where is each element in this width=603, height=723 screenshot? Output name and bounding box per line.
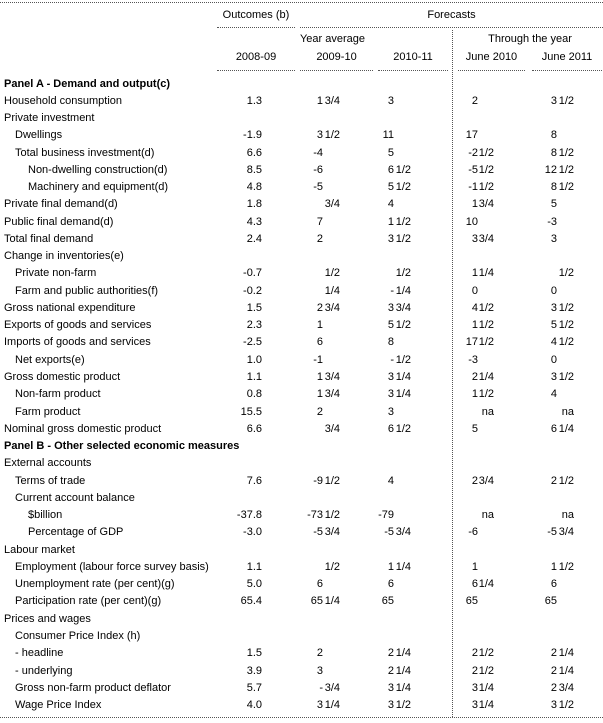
table-row [0,576,603,593]
table-row [0,231,603,248]
cell-june-2011: 5 1/2 [550,319,574,332]
cell-2009-10: 1 3/4 [316,94,340,107]
row-label: Panel B - Other selected economic measures [4,440,240,453]
cell-2009-10 [260,542,340,559]
table-row [0,663,603,680]
cell-2009-10 [260,76,340,93]
row-label: Employment (labour force survey basis) [15,560,209,573]
cell-2010-11 [331,628,411,645]
cell-2008-09: 4.0 [246,699,262,712]
table-row [0,645,603,662]
cell-2010-11 [331,611,411,628]
col-underline-2010-11 [378,70,448,71]
cell-june-2010: -3 [468,353,478,366]
cell-2009-10: 65 1/4 [310,595,340,608]
cell-2009-10: 3 1/4 [316,699,340,712]
cell-2009-10: 2 [316,647,323,660]
row-label: Panel A - Demand and output(c) [4,77,171,90]
cell-2008-09 [180,542,262,559]
cell-june-2011 [494,248,574,265]
cell-2008-09: 6.6 [246,146,262,159]
row-label: Machinery and equipment(d) [28,181,169,194]
cell-june-2011: 8 [550,129,557,142]
table-row [0,127,603,144]
cell-2009-10: -6 [313,163,323,176]
col-underline-2008-09 [217,70,295,71]
row-label: Terms of trade [15,474,86,487]
row-label: Gross domestic product [4,371,121,384]
cell-june-2010: -2 1/2 [468,146,494,159]
cell-june-2011: 5 [550,198,557,211]
cell-june-2010: 3 1/4 [471,681,494,694]
cell-june-2010 [414,248,494,265]
cell-june-2011: 6 [550,578,557,591]
table-row [0,369,603,386]
col-header-2008-09: 2008-09 [235,51,277,63]
row-label: Change in inventories(e) [4,250,124,263]
cell-june-2011: 1/2 [558,267,574,280]
cell-2009-10: 6 [316,336,323,349]
cell-2009-10: 3 1/2 [316,129,340,142]
cell-2008-09: -1.9 [243,129,262,142]
cell-2009-10: -5 3/4 [313,526,340,539]
cell-june-2011: 3 1/2 [550,371,574,384]
cell-2010-11: 3 [387,94,394,107]
cell-2010-11: 3 1/4 [387,681,411,694]
cell-2010-11: 1 1/4 [387,560,411,573]
cell-2010-11 [331,455,411,472]
table-row [0,179,603,196]
col-header-2009-10: 2009-10 [316,51,357,63]
cell-june-2011: 4 [550,388,557,401]
cell-2008-09: 0.8 [246,388,262,401]
row-label: Percentage of GDP [28,526,124,539]
table-row [0,542,603,559]
cell-2008-09: 5.7 [246,681,262,694]
cell-2009-10: 2 3/4 [316,301,340,314]
cell-june-2011: 4 1/2 [550,336,574,349]
cell-june-2010 [414,455,494,472]
cell-june-2011 [494,611,574,628]
cell-2009-10: 3 [316,664,323,677]
cell-june-2010: 17 1/2 [465,336,494,349]
cell-2010-11: 3 3/4 [387,301,411,314]
row-label: Private investment [4,112,95,125]
cell-2010-11: 3 1/4 [387,371,411,384]
cell-2010-11: - 1/4 [390,284,411,297]
cell-june-2011: 3 1/2 [550,699,574,712]
cell-june-2010: 1 3/4 [471,198,494,211]
row-label: Participation rate (per cent)(g) [15,595,162,608]
cell-2008-09: 1.8 [246,198,262,211]
cell-june-2011 [494,628,574,645]
cell-june-2010: na [481,405,494,418]
row-label: Wage Price Index [15,699,102,712]
cell-2009-10: -5 [313,181,323,194]
cell-2010-11 [331,110,411,127]
table-row [0,507,603,524]
row-label: Private final demand(d) [4,198,118,211]
cell-2010-11 [331,76,411,93]
col-header-june-2011: June 2011 [541,51,593,63]
row-label: Imports of goods and services [4,336,151,349]
cell-june-2011: 2 1/2 [550,474,574,487]
cell-2008-09 [180,110,262,127]
cell-june-2011: 3 1/2 [550,301,574,314]
cell-june-2011: 12 1/2 [544,163,574,176]
cell-june-2011: -3 [547,215,557,228]
row-label: Unemployment rate (per cent)(g) [15,578,175,591]
cell-2009-10: 3/4 [324,422,340,435]
cell-2008-09: 4.8 [246,181,262,194]
cell-june-2010: na [481,509,494,522]
row-label: $billion [28,509,63,522]
row-label: Prices and wages [4,612,91,625]
cell-2009-10: 3/4 [324,198,340,211]
cell-2008-09: -3.0 [243,526,262,539]
cell-june-2010 [414,490,494,507]
col-underline-june-2010 [458,70,525,71]
cell-2008-09: 1.5 [246,647,262,660]
cell-2009-10: -4 [313,146,323,159]
table-row [0,76,603,93]
row-label: Non-farm product [15,388,101,401]
row-label: Net exports(e) [15,353,85,366]
cell-2008-09: 1.1 [246,560,262,573]
row-label: Total business investment(d) [15,146,155,159]
cell-2010-11: 4 [387,198,394,211]
cell-2009-10 [260,248,340,265]
cell-june-2010: 1 1/2 [471,388,494,401]
cell-june-2010: 2 1/2 [471,664,494,677]
cell-june-2010: 1 1/4 [471,267,494,280]
cell-2008-09: 7.6 [246,474,262,487]
row-label: Farm and public authorities(f) [15,284,159,297]
cell-2008-09 [180,76,262,93]
cell-june-2011 [494,542,574,559]
cell-2008-09: 2.3 [246,319,262,332]
cell-june-2011: 2 1/4 [550,664,574,677]
cell-june-2011: -5 3/4 [547,526,574,539]
cell-2008-09 [180,490,262,507]
cell-june-2010 [414,611,494,628]
table-row [0,334,603,351]
cell-2008-09: 2.4 [246,232,262,245]
cell-2009-10: 1 3/4 [316,371,340,384]
cell-2010-11: 3 1/4 [387,388,411,401]
bottom-rule [0,717,603,718]
cell-2009-10: -9 1/2 [313,474,340,487]
row-label: - underlying [15,664,73,677]
cell-2010-11: 3 [387,405,394,418]
col-underline-2009-10 [300,70,373,71]
row-label: Labour market [4,543,75,556]
row-label: Total final demand [4,232,94,245]
cell-june-2010 [414,110,494,127]
cell-2010-11 [331,248,411,265]
cell-2010-11: 65 [381,595,394,608]
row-label: Current account balance [15,491,135,504]
cell-june-2010: 10 [465,215,478,228]
table-row [0,524,603,541]
table-row [0,317,603,334]
table-row [0,628,603,645]
table-row [0,352,603,369]
row-label: Farm product [15,405,81,418]
cell-2009-10: 7 [316,215,323,228]
cell-june-2010: 17 [465,129,478,142]
table-row [0,145,603,162]
cell-2010-11: 11 [382,129,394,142]
cell-2008-09: 8.5 [246,163,262,176]
cell-june-2011: 8 1/2 [550,181,574,194]
cell-2009-10: 1 3/4 [316,388,340,401]
cell-2010-11: 2 1/4 [387,647,411,660]
cell-2010-11: 5 1/2 [387,319,411,332]
col-header-june-2010: June 2010 [465,51,518,63]
cell-june-2010: 3 1/4 [471,699,494,712]
row-label: - headline [15,647,64,660]
cell-june-2011: 3 1/2 [550,94,574,107]
cell-2008-09 [180,438,262,455]
cell-june-2010: 1 1/2 [471,319,494,332]
cell-2010-11: 6 1/2 [387,163,411,176]
cell-2010-11: 3 1/2 [387,699,411,712]
cell-june-2010: 2 1/2 [471,647,494,660]
cell-june-2010: 6 1/4 [471,578,494,591]
cell-2008-09: -37.8 [236,509,262,522]
row-label: Exports of goods and services [4,319,152,332]
cell-june-2011: 2 3/4 [550,681,574,694]
cell-2008-09: 4.3 [246,215,262,228]
cell-2010-11: 8 [387,336,394,349]
year-average-span-header: Year average [299,33,366,45]
cell-june-2011: 3 [550,232,557,245]
cell-2009-10 [260,110,340,127]
forecasts-group-header: Forecasts [427,9,476,21]
cell-2010-11: -5 3/4 [384,526,411,539]
cell-june-2010: 2 [471,94,478,107]
cell-2010-11: 4 [387,474,394,487]
cell-2009-10 [260,438,340,455]
cell-2009-10: 1/2 [324,267,340,280]
cell-2009-10 [260,611,340,628]
cell-2008-09: 15.5 [240,405,262,418]
cell-june-2010 [414,438,494,455]
cell-june-2011: 6 1/4 [550,422,574,435]
cell-june-2011: na [561,509,574,522]
table-row [0,386,603,403]
cell-june-2010: 3 3/4 [471,232,494,245]
cell-june-2010 [414,628,494,645]
cell-2010-11: 1/2 [395,267,411,280]
row-label: Dwellings [15,129,63,142]
cell-2009-10 [260,490,340,507]
col-header-2010-11: 2010-11 [393,51,433,63]
cell-june-2010: 65 [465,595,478,608]
table-row [0,438,603,455]
table-row [0,93,603,110]
row-label: Gross national expenditure [4,301,136,314]
table-row [0,611,603,628]
cell-2010-11: -79 [378,509,394,522]
cell-june-2010: -5 1/2 [468,163,494,176]
cell-2010-11 [331,542,411,559]
cell-june-2011: 0 [550,284,557,297]
cell-2008-09 [180,628,262,645]
row-label: Household consumption [4,94,123,107]
cell-2008-09: 6.6 [246,422,262,435]
cell-june-2011 [494,490,574,507]
cell-june-2011: 0 [550,353,557,366]
outcomes-underline [217,27,295,28]
cell-june-2010 [414,542,494,559]
cell-june-2010 [414,76,494,93]
cell-june-2011: 2 1/4 [550,647,574,660]
cell-2008-09: 1.1 [246,371,262,384]
table-row [0,196,603,213]
row-label: Public final demand(d) [4,215,114,228]
table-row [0,162,603,179]
through-the-year-span-header: Through the year [488,33,572,45]
table-row [0,214,603,231]
cell-2010-11: 5 [387,146,394,159]
cell-2008-09 [180,611,262,628]
cell-2010-11: 2 1/4 [387,664,411,677]
cell-2008-09: 1.3 [246,94,262,107]
cell-2008-09 [180,455,262,472]
cell-june-2011 [494,110,574,127]
table-row [0,473,603,490]
cell-june-2011 [494,76,574,93]
table-row [0,421,603,438]
table-row [0,110,603,127]
cell-2010-11 [331,490,411,507]
table-row [0,248,603,265]
cell-june-2010: 5 [471,422,478,435]
cell-2009-10: - 3/4 [319,681,340,694]
cell-2010-11: 6 [387,578,394,591]
cell-2010-11: 5 1/2 [387,181,411,194]
col-underline-june-2011 [532,70,602,71]
cell-2008-09: 1.5 [246,301,262,314]
cell-june-2010: 4 1/2 [471,301,494,314]
cell-june-2010: 0 [471,284,478,297]
outcomes-group-header: Outcomes (b) [222,9,290,21]
cell-2009-10 [260,628,340,645]
cell-2010-11: 1 1/2 [387,215,411,228]
cell-june-2010: -1 1/2 [468,181,494,194]
table-row [0,593,603,610]
top-rule [0,2,603,3]
cell-2008-09: -0.2 [243,284,262,297]
table-row [0,559,603,576]
table-row [0,680,603,697]
table-row [0,697,603,714]
cell-2009-10: -1 [313,353,323,366]
forecasts-underline [300,27,603,28]
cell-june-2010: -6 [468,526,478,539]
cell-2010-11: - 1/2 [390,353,411,366]
row-label: Private non-farm [15,267,97,280]
cell-2008-09: 3.9 [246,664,262,677]
cell-2008-09: -0.7 [243,267,262,280]
cell-2010-11 [331,438,411,455]
cell-june-2011: 8 1/2 [550,146,574,159]
cell-2009-10: 2 [316,232,323,245]
row-label: Nominal gross domestic product [4,422,162,435]
cell-2009-10 [260,455,340,472]
table-row [0,404,603,421]
table-body [0,76,603,715]
cell-2008-09: 5.0 [246,578,262,591]
cell-june-2010: 2 3/4 [471,474,494,487]
row-label: Gross non-farm product deflator [15,681,171,694]
cell-june-2010: 1 [471,560,478,573]
table-row [0,265,603,282]
cell-2009-10: 1/2 [324,560,340,573]
cell-june-2011: na [561,405,574,418]
cell-june-2011 [494,438,574,455]
row-label: Non-dwelling construction(d) [28,163,168,176]
table-row [0,455,603,472]
cell-2010-11: 6 1/2 [387,422,411,435]
table-row [0,490,603,507]
cell-june-2011 [494,455,574,472]
cell-2010-11: 3 1/2 [387,232,411,245]
cell-2009-10: 1 [316,319,323,332]
cell-2008-09: 1.0 [246,353,262,366]
cell-2008-09 [180,248,262,265]
cell-2009-10: 6 [316,578,323,591]
cell-2009-10: -73 1/2 [307,509,340,522]
table-row [0,283,603,300]
row-label: Consumer Price Index (h) [15,630,141,642]
cell-2008-09: -2.5 [243,336,262,349]
cell-2009-10: 2 [316,405,323,418]
cell-june-2011: 65 [544,595,557,608]
cell-2008-09: 65.4 [240,595,262,608]
table-row [0,300,603,317]
row-label: External accounts [4,457,92,470]
cell-2009-10: 1/4 [324,284,340,297]
cell-june-2011: 1 1/2 [550,560,574,573]
cell-june-2010: 2 1/4 [471,371,494,384]
